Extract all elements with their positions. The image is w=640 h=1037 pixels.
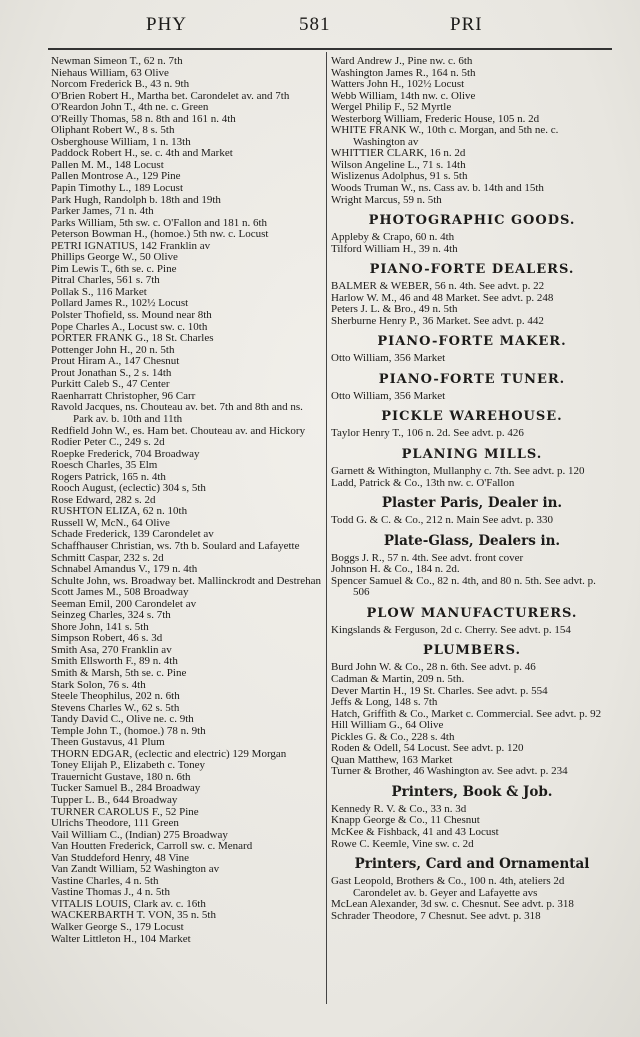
directory-entry: Otto William, 356 Market <box>331 389 446 402</box>
directory-entry: Hill William G., 64 Olive <box>331 719 444 732</box>
directory-entry: Purkitt Caleb S., 47 Center <box>51 378 170 391</box>
directory-entry: Otto William, 356 Market <box>331 352 446 365</box>
right-column <box>331 56 613 922</box>
directory-entry: Rogers Patrick, 165 n. 4th <box>51 470 166 483</box>
directory-entry: Peters J. L. & Bro., 49 n. 5th <box>331 303 458 316</box>
section <box>331 261 613 327</box>
directory-entry: WACKERBARTH T. VON, 35 n. 5th <box>51 909 216 922</box>
directory-entry: Turner & Brother, 46 Washington av. See advt. p. 234 <box>331 765 568 778</box>
directory-entry: Niehaus William, 63 Olive <box>51 66 169 79</box>
section <box>331 856 613 922</box>
directory-entry: Johnson H. & Co., 184 n. 2d. <box>331 563 460 576</box>
section <box>331 408 613 440</box>
directory-entry: McLean Alexander, 3d sw. c. Chesnut. See advt. p. 318 <box>331 898 574 911</box>
directory-entry: Parks William, 5th sw. c. O'Fallon and 181 n. 6th <box>51 216 268 229</box>
directory-entry: Pallen Montrose A., 129 Pine <box>51 170 181 183</box>
directory-entry: Smith Asa, 270 Franklin av <box>51 643 172 656</box>
directory-entry: McKee & Fishback, 41 and 43 Locust <box>331 825 499 838</box>
directory-entry: Pollak S., 116 Market <box>51 285 147 298</box>
directory-entry: Gast Leopold, Brothers & Co., 100 n. 4th, ateliers 2d Carondelet av. b. Geyer and Lafayette avs <box>331 875 565 899</box>
directory-entry: Washington James R., 164 n. 5th <box>331 66 476 79</box>
directory-entry: Ravold Jacques, ns. Chouteau av. bet. 7th and 8th and ns. Park av. b. 10th and 11th <box>51 401 303 425</box>
directory-entry: RUSHTON ELIZA, 62 n. 10th <box>51 505 188 518</box>
directory-entry: Vail William C., (Indian) 275 Broadway <box>51 828 228 841</box>
section-heading: PIANO-FORTE DEALERS. <box>369 262 575 278</box>
left-guide-word: PHY <box>146 14 188 35</box>
directory-entry: Pickles G. & Co., 228 s. 4th <box>331 730 455 743</box>
directory-entry: WHITE FRANK W., 10th c. Morgan, and 5th ne. c. Washington av <box>331 124 559 148</box>
directory-entry: Stark Solon, 76 s. 4th <box>51 678 146 691</box>
directory-entry: Knapp George & Co., 11 Chesnut <box>331 814 480 827</box>
column-divider <box>326 52 327 1004</box>
directory-entry: Van Houtten Frederick, Carroll sw. c. Menard <box>51 840 253 853</box>
directory-entry: Pitral Charles, 561 s. 7th <box>51 274 160 287</box>
directory-entry: Schmitt Caspar, 232 s. 2d <box>51 551 164 564</box>
directory-entry: Smith & Marsh, 5th se. c. Pine <box>51 666 187 679</box>
header-rule <box>48 48 612 50</box>
directory-entry: Roepke Frederick, 704 Broadway <box>51 447 200 460</box>
section <box>331 533 613 599</box>
section <box>331 605 613 637</box>
section-heading: PIANO-FORTE MAKER. <box>377 334 567 350</box>
directory-entry: Burd John W. & Co., 28 n. 6th. See advt. p. 46 <box>331 661 536 674</box>
directory-entry: Paddock Robert H., se. c. 4th and Market <box>51 147 233 160</box>
directory-entry: Tandy David C., Olive ne. c. 9th <box>51 713 194 726</box>
directory-entry: Todd G. & C. & Co., 212 n. Main See advt. p. 330 <box>331 514 553 527</box>
right-guide-word: PRI <box>450 14 483 35</box>
directory-entry: O'Reardon John T., 4th ne. c. Green <box>51 101 209 114</box>
directory-entry: Oliphant Robert W., 8 s. 5th <box>51 124 175 137</box>
directory-entry: Taylor Henry T., 106 n. 2d. See advt. p. 426 <box>331 427 524 440</box>
directory-entry: Seinzeg Charles, 324 s. 7th <box>51 609 171 622</box>
directory-entry: Roden & Odell, 54 Locust. See advt. p. 120 <box>331 742 524 755</box>
directory-entry: Papin Timothy L., 189 Locust <box>51 182 184 195</box>
directory-entry: Pallen M. M., 148 Locust <box>51 158 164 171</box>
directory-entry: PORTER FRANK G., 18 St. Charles <box>51 332 214 345</box>
directory-entry: Kennedy R. V. & Co., 33 n. 3d <box>331 802 467 815</box>
section-heading: PIANO-FORTE TUNER. <box>378 371 566 387</box>
directory-entry: Wergel Philip F., 52 Myrtle <box>331 101 452 114</box>
directory-entry: Simpson Robert, 46 s. 3d <box>51 632 163 645</box>
directory-entry: Garnett & Withington, Mullanphy c. 7th. See advt. p. 120 <box>331 465 585 478</box>
section <box>331 784 613 850</box>
section-heading: Printers, Book & Job. <box>391 783 553 800</box>
directory-entry: Prout Jonathan S., 2 s. 14th <box>51 366 172 379</box>
directory-entry: Vastine Thomas J., 4 n. 5th <box>51 886 170 899</box>
directory-entry: Scott James M., 508 Broadway <box>51 586 189 599</box>
section <box>331 642 613 777</box>
directory-entry: Spencer Samuel & Co., 82 n. 4th, and 80 n. 5th. See advt. p. 506 <box>331 574 596 599</box>
directory-entry: Peterson Bowman H., (homoe.) 5th nw. c. Locust <box>51 228 269 241</box>
directory-entry: Pope Charles A., Locust sw. c. 10th <box>51 320 208 333</box>
directory-entry: Ulrichs Theodore, 111 Green <box>51 817 179 830</box>
directory-entry: Shore John, 141 s. 5th <box>51 620 149 633</box>
directory-entry: Harlow W. M., 46 and 48 Market. See advt. p. 248 <box>331 291 554 304</box>
directory-entry: Tucker Samuel B., 284 Broadway <box>51 782 201 795</box>
directory-entry: Norcom Frederick B., 43 n. 9th <box>51 78 190 91</box>
directory-entry: Russell W, McN., 64 Olive <box>51 516 170 529</box>
directory-entry: Ladd, Patrick & Co., 13th nw. c. O'Fallon <box>331 476 515 489</box>
directory-entry: Prout Hiram A., 147 Chesnut <box>51 355 180 368</box>
section <box>331 495 613 527</box>
directory-entry: Appleby & Crapo, 60 n. 4th <box>331 231 455 244</box>
directory-entry: Wilson Angeline L., 71 s. 14th <box>331 158 466 171</box>
directory-entry: TURNER CAROLUS F., 52 Pine <box>51 805 199 818</box>
directory-entry: Walter Littleton H., 104 Market <box>51 932 191 945</box>
directory-entry: Rowe C. Keemle, Vine sw. c. 2d <box>331 837 474 850</box>
directory-entry: Ward Andrew J., Pine nw. c. 6th <box>331 55 473 67</box>
directory-entry: THORN EDGAR, (eclectic and electric) 129 Morgan <box>51 747 287 760</box>
directory-entry: Van Studdeford Henry, 48 Vine <box>51 851 190 864</box>
directory-entry: Toney Elijah P., Elizabeth c. Toney <box>51 759 206 772</box>
directory-entry: Schnabel Amandus V., 179 n. 4th <box>51 563 198 576</box>
directory-entry: Boggs J. R., 57 n. 4th. See advt. front cover <box>331 551 524 564</box>
section-heading: PLUMBERS. <box>422 643 522 659</box>
directory-entry: Trauernicht Gustave, 180 n. 6th <box>51 770 191 783</box>
directory-entry: Wislizenus Adolphus, 91 s. 5th <box>331 170 468 183</box>
directory-entry: Schaffhauser Christian, ws. 7th b. Soulard and Lafayette <box>51 539 300 552</box>
directory-entry: Phillips George W., 50 Olive <box>51 251 178 264</box>
directory-entry: Theen Gustavus, 41 Plum <box>51 736 165 749</box>
directory-entry: Roesch Charles, 35 Elm <box>51 459 158 472</box>
section-heading: Plaster Paris, Dealer in. <box>381 495 563 512</box>
left-column <box>51 56 323 945</box>
section-heading: PLOW MANUFACTURERS. <box>366 605 578 621</box>
section-heading: PHOTOGRAPHIC GOODS. <box>368 213 576 229</box>
directory-entry: Rooch August, (eclectic) 304 s, 5th <box>51 482 206 495</box>
directory-entry: Parker James, 71 n. 4th <box>51 205 154 218</box>
directory-entry: Park Hugh, Randolph b. 18th and 19th <box>51 193 221 206</box>
directory-entry: Quan Matthew, 163 Market <box>331 753 453 766</box>
directory-entry: Wright Marcus, 59 n. 5th <box>331 193 442 206</box>
directory-entry: Schrader Theodore, 7 Chesnut. See advt. p. 318 <box>331 909 541 922</box>
directory-entry: Woods Truman W., ns. Cass av. b. 14th and 15th <box>331 182 544 195</box>
directory-entry: Schulte John, ws. Broadway bet. Mallinckrodt and Destrehan <box>51 574 322 587</box>
directory-entry: Walker George S., 179 Locust <box>51 921 184 934</box>
directory-entry: Seeman Emil, 200 Carondelet av <box>51 597 197 610</box>
directory-entry: Newman Simeon T., 62 n. 7th <box>51 55 183 67</box>
directory-entry: Tilford William H., 39 n. 4th <box>331 242 458 255</box>
directory-entry: Stevens Charles W., 62 s. 5th <box>51 701 180 714</box>
directory-entry: Polster Thofield, ss. Mound near 8th <box>51 309 212 322</box>
directory-entry: Redfield John W., es. Ham bet. Chouteau av. and Hickory <box>51 424 306 437</box>
section <box>331 371 613 403</box>
directory-entry: Kingslands & Ferguson, 2d c. Cherry. See advt. p. 154 <box>331 623 571 636</box>
directory-entry: Westerborg William, Frederic House, 105 n. 2d <box>331 112 540 125</box>
directory-entry: Pottenger John H., 20 n. 5th <box>51 343 175 356</box>
page-number: 581 <box>299 14 331 35</box>
directory-entry: Webb William, 14th nw. c. Olive <box>331 89 476 102</box>
running-header <box>0 14 640 44</box>
directory-entry: Watters John H., 102½ Locust <box>331 78 465 91</box>
directory-entry: Schade Frederick, 139 Carondelet av <box>51 528 214 541</box>
directory-entry: Van Zandt William, 52 Washington av <box>51 863 220 876</box>
directory-entry: Raenharratt Christopher, 96 Carr <box>51 389 196 402</box>
directory-entry: Rodier Peter C., 249 s. 2d <box>51 436 165 449</box>
section-heading: PICKLE WAREHOUSE. <box>381 409 563 425</box>
section-heading: PLANING MILLS. <box>401 447 543 463</box>
directory-entry: Temple John T., (homoe.) 78 n. 9th <box>51 724 206 737</box>
directory-entry: Sherburne Henry P., 36 Market. See advt. p. 442 <box>331 314 544 327</box>
directory-entry: Rose Edward, 282 s. 2d <box>51 493 156 506</box>
directory-entry: Vastine Charles, 4 n. 5th <box>51 874 159 887</box>
section-heading: Plate-Glass, Dealers in. <box>383 532 561 549</box>
directory-entry: O'Reilly Thomas, 58 n. 8th and 161 n. 4th <box>51 112 236 125</box>
section <box>331 212 613 255</box>
directory-entry: Tupper L. B., 644 Broadway <box>51 794 178 806</box>
section-heading: Printers, Card and Ornamental <box>354 856 590 873</box>
directory-entry: WHITTIER CLARK, 16 n. 2d <box>331 147 466 160</box>
directory-entry: Pim Lewis T., 6th se. c. Pine <box>51 262 177 275</box>
directory-entry: Pollard James R., 102½ Locust <box>51 297 189 310</box>
directory-entry: Hatch, Griffith & Co., Market c. Commercial. See advt. p. 92 <box>331 707 602 720</box>
directory-entry: O'Brien Robert H., Martha bet. Carondelet av. and 7th <box>51 89 290 102</box>
section <box>331 446 613 489</box>
directory-entry: PETRI IGNATIUS, 142 Franklin av <box>51 239 211 252</box>
directory-entry: VITALIS LOUIS, Clark av. c. 16th <box>51 897 206 910</box>
directory-entry: BALMER & WEBER, 56 n. 4th. See advt. p. 22 <box>331 280 545 293</box>
section <box>331 333 613 365</box>
directory-entry: Smith Ellsworth F., 89 n. 4th <box>51 655 178 668</box>
directory-entry: Cadman & Martin, 209 n. 5th. <box>331 672 465 685</box>
directory-entry: Osberghouse William, 1 n. 13th <box>51 135 191 148</box>
directory-entry: Steele Theophilus, 202 n. 6th <box>51 690 180 703</box>
directory-entry: Jeffs & Long, 148 s. 7th <box>331 696 438 709</box>
directory-entry: Dever Martin H., 19 St. Charles. See advt. p. 554 <box>331 684 548 697</box>
